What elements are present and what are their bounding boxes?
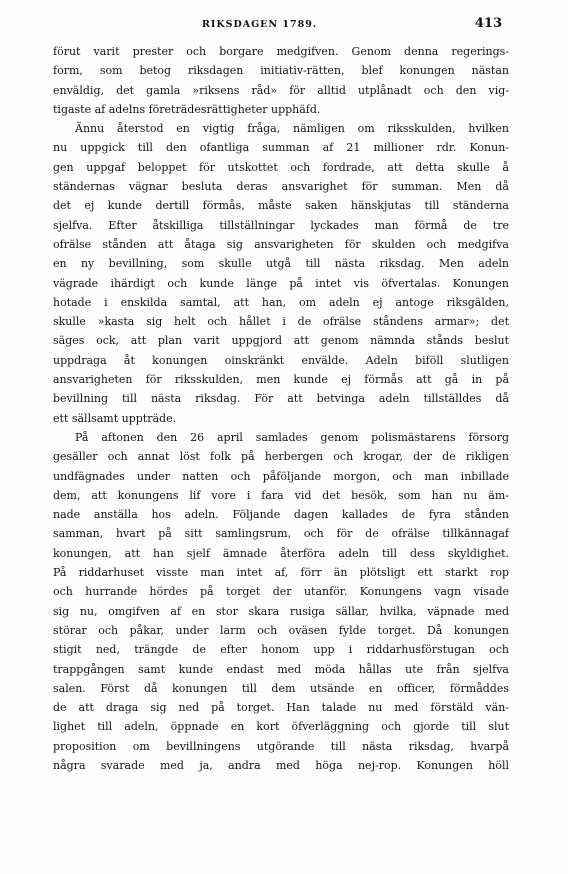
text-line: stigit ned, trängde de efter honom upp i riddarhusförstugan och: [53, 643, 509, 657]
text-line: vägrade ihärdigt och kunde länge på intet vis öfvertalas. Konungen: [53, 276, 509, 290]
text-line: det ej kunde dertill förmås, måste saken hänskjutas till ständerna: [53, 199, 509, 213]
text-line: uppdraga åt konungen oinskränkt envälde. Adeln biföll slutligen: [53, 353, 509, 367]
paragraph: [53, 119, 509, 428]
text-line: sjelfva. Efter åtskilliga tillställningar lyckades man förmå de tre: [53, 218, 509, 232]
text-line: bevillning till nästa riksdag. För att betvinga adeln tillställdes då: [53, 392, 509, 406]
text-line: nu uppgick till den ofantliga summan af 21 millioner rdr. Konun-: [53, 141, 509, 155]
text-line: sig nu, omgifven af en stor skara rusiga sällar, hvilka, väpnade med: [53, 604, 509, 618]
paragraph: [53, 42, 509, 119]
text-line: Ännu återstod en vigtig fråga, nämligen om riksskulden, hvilken: [75, 122, 509, 136]
text-line: hotade i enskilda samtal, att han, om adeln ej antoge riksgälden,: [53, 295, 509, 309]
text-line: tigaste af adelns företrädesrättigheter upphäfd.: [53, 102, 321, 116]
text-line: och hurrande hördes på torget der utanför. Konungens vagn visade: [53, 585, 509, 599]
text-line: några svarade med ja, andra med höga nej-rop. Konungen höll: [53, 758, 509, 772]
text-line: trappgången samt kunde endast med möda hållas ute från sjelfva: [53, 662, 509, 676]
text-line: salen. Först då konungen till dem utsände en officer, förmåddes: [53, 681, 509, 695]
text-line: nade anställa hos adeln. Följande dagen kallades de fyra stånden: [53, 508, 509, 522]
text-line: konungen, att han sjelf ämnade återföra adeln till dess skyldighet.: [53, 546, 509, 560]
text-line: ett sällsamt uppträde.: [53, 411, 177, 425]
text-line: På aftonen den 26 april samlades genom polismästarens försorg: [75, 430, 509, 444]
paragraph: [53, 428, 509, 775]
text-line: På riddarhuset visste man intet af, förr än plötsligt ett starkt rop: [53, 566, 509, 580]
text-line: gesäller och annat löst folk på herbergen och krogar, der de rikligen: [53, 450, 509, 464]
text-line: ständernas vägnar besluta deras ansvarighet för summan. Men då: [53, 180, 509, 194]
text-line: ansvarigheten för riksskulden, men kunde ej förmås att gå in på: [53, 373, 509, 387]
text-line: ofrälse stånden att åtaga sig ansvarigheten för skulden och medgifva: [53, 237, 509, 251]
text-line: lighet till adeln, öppnade en kort öfverläggning och gjorde till slut: [53, 720, 509, 734]
text-line: gen uppgaf beloppet för utskottet och fordrade, att detta skulle å: [53, 160, 509, 174]
text-line: proposition om bevillningens utgörande till nästa riksdag, hvarpå: [53, 739, 509, 753]
page-number: 413: [474, 16, 502, 31]
text-line: de att draga sig ned på torget. Han talade nu med förstäld vän-: [53, 701, 509, 715]
text-line: störar och påkar, under larm och oväsen fylde torget. Då konungen: [53, 623, 509, 637]
text-line: undfägnades under natten och påföljande morgon, och man inbillade: [53, 469, 509, 483]
text-line: förut varit prester och borgare medgifven. Genom denna regerings-: [53, 45, 509, 58]
text-line: säges ock, att plan varit uppgjord att genom nämnda stånds beslut: [53, 334, 509, 348]
body-text: [53, 42, 509, 775]
running-head: RIKSDAGEN 1789.: [202, 19, 318, 30]
text-line: form, som betog riksdagen initiativ-rätten, blef konungen nästan: [53, 64, 509, 78]
text-line: dem, att konungens lif vore i fara vid det besök, som han nu äm-: [53, 488, 509, 502]
text-line: enväldig, det gamla »riksens råd» för alltid utplånadt och den vig-: [53, 83, 509, 97]
text-line: skulle »kasta sig helt och hållet i de ofrälse ståndens armar»; det: [53, 315, 509, 329]
text-line: en ny bevillning, som skulle utgå till nästa riksdag. Men adeln: [53, 257, 509, 271]
text-line: samman, hvart på sitt samlingsrum, och för de ofrälse tillkännagaf: [53, 527, 509, 541]
page-header: [52, 16, 508, 34]
